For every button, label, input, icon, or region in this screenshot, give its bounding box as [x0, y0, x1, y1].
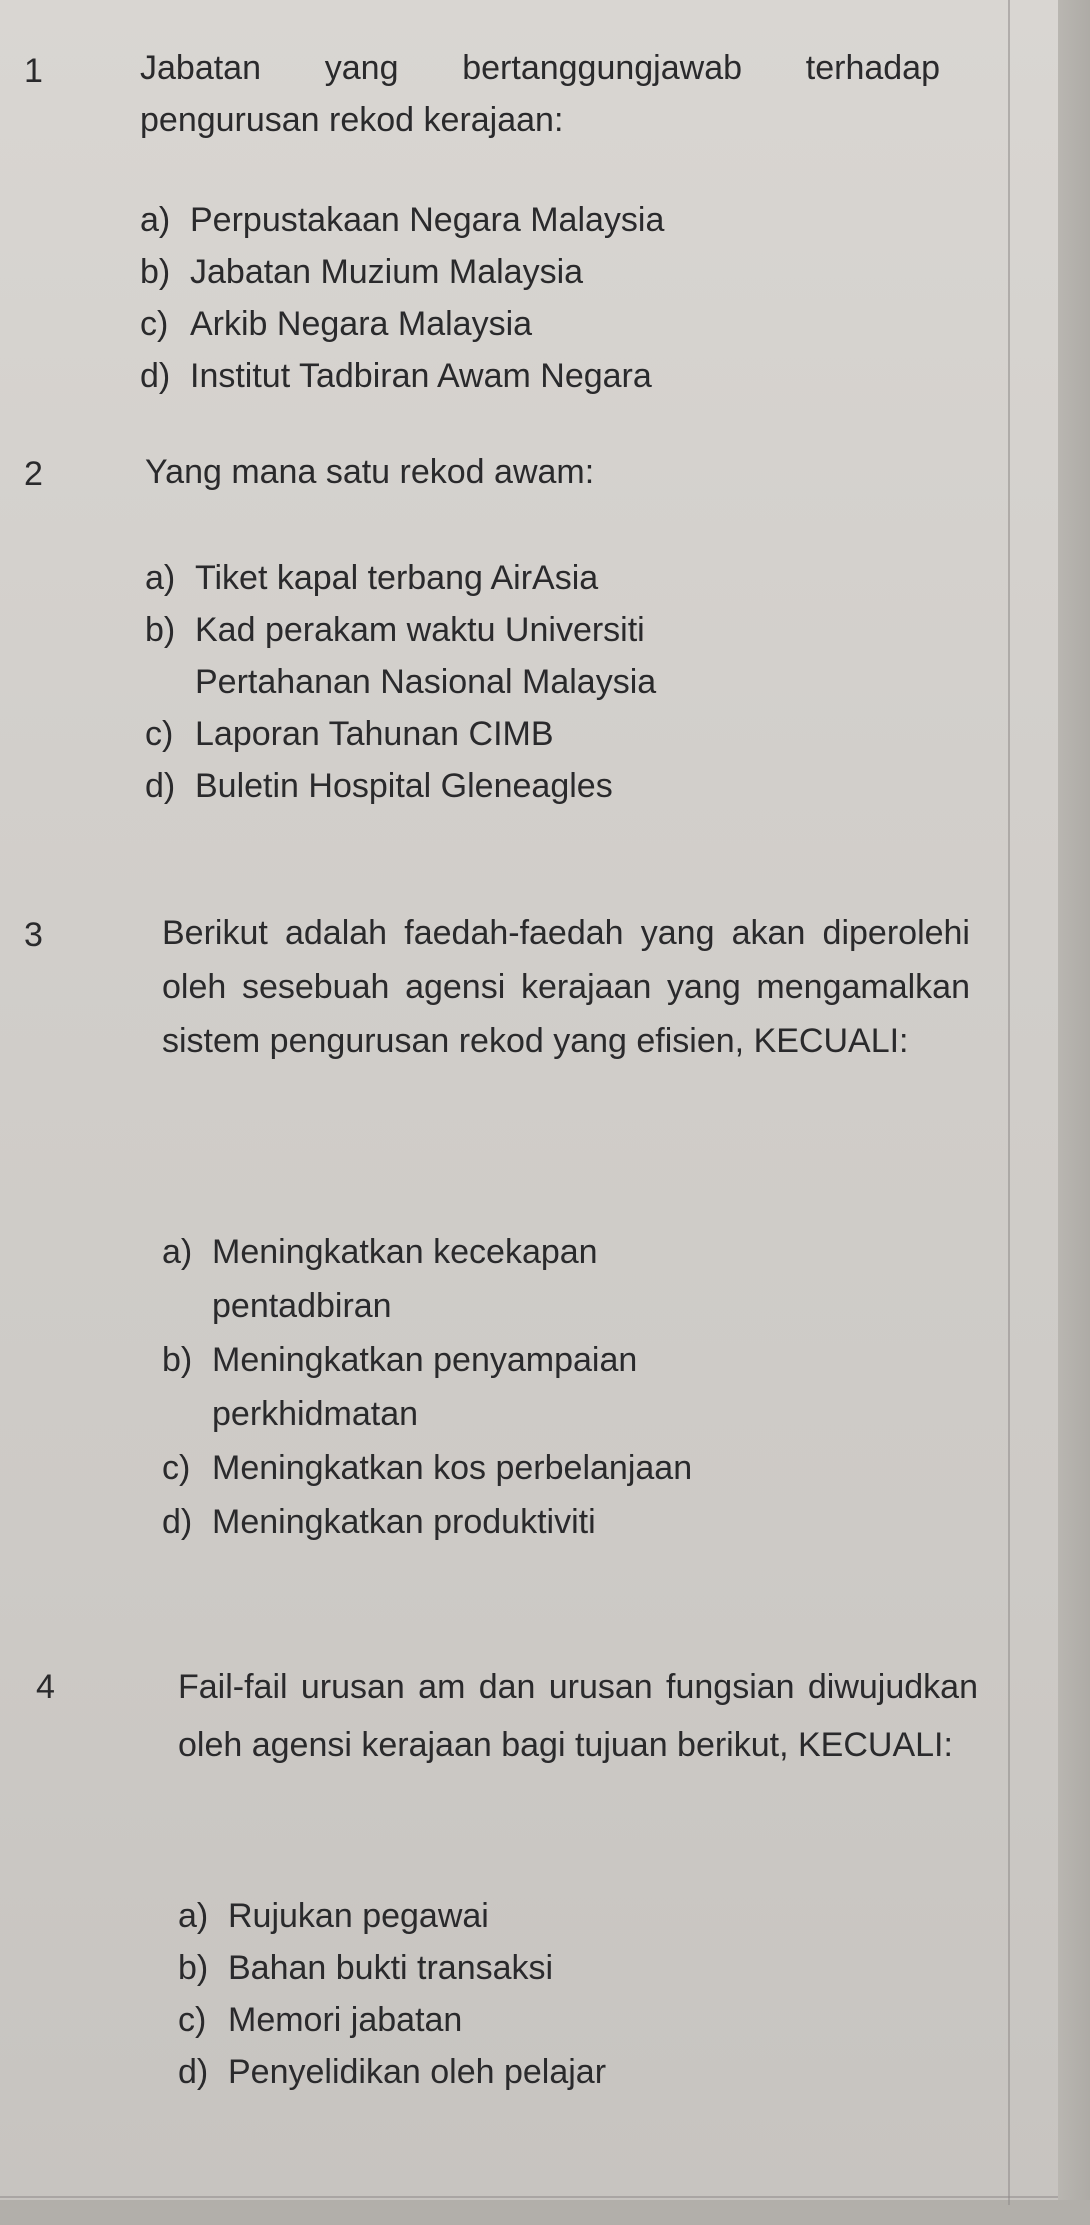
option-c[interactable]: c) Arkib Negara Malaysia — [140, 305, 533, 343]
question-text: Yang mana satu rekod awam: — [145, 453, 595, 491]
option-b[interactable]: b) Kad perakam waktu Universiti Pertahanan Nasional Malaysia — [145, 611, 657, 701]
option-list — [145, 552, 785, 812]
option-c[interactable]: c) Meningkatkan kos perbelanjaan — [162, 1449, 693, 1487]
option-d[interactable]: d) Meningkatkan produktiviti — [162, 1503, 596, 1541]
option-text: Meningkatkan kecekapan pentadbiran — [212, 1233, 598, 1325]
question-number: 3 — [24, 916, 43, 954]
option-list — [178, 1890, 898, 2098]
option-d[interactable]: d) Buletin Hospital Gleneagles — [145, 767, 613, 805]
option-text: Laporan Tahunan CIMB — [195, 715, 554, 753]
question-number: 1 — [24, 52, 43, 90]
option-list — [140, 194, 940, 402]
question-text: Fail-fail urusan am dan urusan fungsian diwujudkan oleh agensi kerajaan bagi tujuan berikut, KECUALI: — [178, 1668, 978, 1764]
option-b[interactable]: b) Jabatan Muzium Malaysia — [140, 253, 584, 291]
option-text: Arkib Negara Malaysia — [190, 305, 533, 343]
option-c[interactable]: c) Memori jabatan — [178, 2001, 463, 2039]
question-text: Jabatan yang bertanggungjawab terhadap pengurusan rekod kerajaan: — [140, 49, 940, 139]
option-d[interactable]: d) Institut Tadbiran Awam Negara — [140, 357, 652, 395]
option-text: Kad perakam waktu Universiti Pertahanan Nasional Malaysia — [195, 611, 657, 701]
option-a[interactable]: a) Perpustakaan Negara Malaysia — [140, 201, 665, 239]
option-a[interactable]: a) Rujukan pegawai — [178, 1897, 489, 1935]
bottom-rule-line — [0, 2196, 1058, 2198]
option-a[interactable]: a) Tiket kapal terbang AirAsia — [145, 559, 599, 597]
option-b[interactable]: b) Bahan bukti transaksi — [178, 1949, 554, 1987]
table-surface — [0, 2200, 1090, 2225]
option-b[interactable]: b) Meningkatkan penyampaian perkhidmatan — [162, 1341, 638, 1433]
margin-line — [1008, 0, 1010, 2205]
question-text: Berikut adalah faedah-faedah yang akan diperolehi oleh sesebuah agensi kerajaan yang mengamalkan sistem pengurusan rekod yang efisien, KECUALI: — [162, 914, 970, 1060]
option-a[interactable]: a) Meningkatkan kecekapan pentadbiran — [162, 1233, 598, 1325]
option-list — [162, 1225, 922, 1549]
option-c[interactable]: c) Laporan Tahunan CIMB — [145, 715, 554, 753]
option-text: Meningkatkan kos perbelanjaan — [212, 1449, 693, 1487]
option-text: Buletin Hospital Gleneagles — [195, 767, 613, 805]
option-text: Tiket kapal terbang AirAsia — [195, 559, 599, 597]
option-text: Perpustakaan Negara Malaysia — [190, 201, 665, 239]
option-d[interactable]: d) Penyelidikan oleh pelajar — [178, 2053, 607, 2091]
option-text: Institut Tadbiran Awam Negara — [190, 357, 652, 395]
option-text: Meningkatkan produktiviti — [212, 1503, 596, 1541]
question-number: 4 — [36, 1668, 55, 1706]
paper-edge — [1058, 0, 1090, 2225]
option-text: Penyelidikan oleh pelajar — [228, 2053, 607, 2091]
question-number: 2 — [24, 455, 43, 493]
option-text: Bahan bukti transaksi — [228, 1949, 554, 1987]
option-text: Memori jabatan — [228, 2001, 463, 2039]
option-text: Meningkatkan penyampaian perkhidmatan — [212, 1341, 638, 1433]
option-text: Jabatan Muzium Malaysia — [190, 253, 584, 291]
option-text: Rujukan pegawai — [228, 1897, 489, 1935]
